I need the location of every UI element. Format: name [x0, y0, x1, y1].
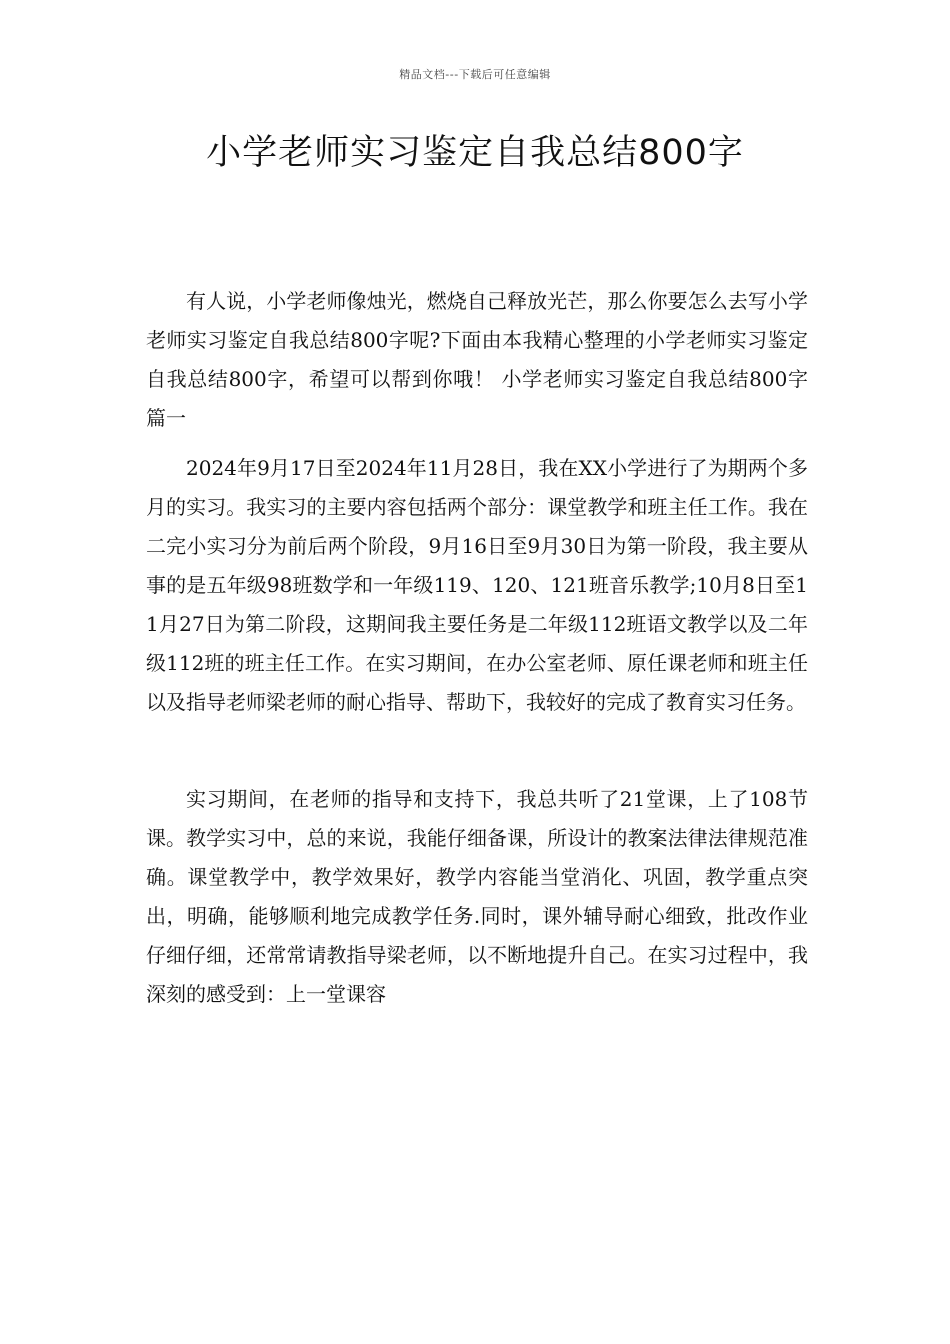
document-body [146, 282, 808, 1014]
paragraph-internship-overview: 2024年9月17日至2024年11月28日，我在XX小学进行了为期两个多月的实习。我实习的主要内容包括两个部分：课堂教学和班主任工作。我在二完小实习分为前后两个阶段，9月16日至9月30日为第一阶段，我主要从事的是五年级98班数学和一年级119、120、121班音乐教学;10月8日至11月27日为第二阶段，这期间我主要任务是二年级112班语文教学以及二年级112班的班主任工作。在实习期间，在办公室老师、原任课老师和班主任以及指导老师梁老师的耐心指导、帮助下，我较好的完成了教育实习任务。 [146, 456, 808, 714]
paragraph-intro: 有人说，小学老师像烛光，燃烧自己释放光芒，那么你要怎么去写小学老师实习鉴定自我总结800字呢?下面由本我精心整理的小学老师实习鉴定自我总结800字，希望可以帮到你哦！ 小学老师实习鉴定自我总结800字篇一 [146, 289, 808, 430]
header-note: 精品文档---下载后可任意编辑 [399, 68, 551, 81]
document-title: 小学老师实习鉴定自我总结800字 [206, 133, 744, 173]
paragraph-teaching-practice: 实习期间，在老师的指导和支持下，我总共听了21堂课，上了108节课。教学实习中，总的来说，我能仔细备课，所设计的教案法律法律规范准确。课堂教学中，教学效果好，教学内容能当堂消化、巩固，教学重点突出，明确，能够顺利地完成教学任务.同时，课外辅导耐心细致，批改作业仔细仔细，还常常请教指导梁老师，以不断地提升自己。在实习过程中，我深刻的感受到：上一堂课容 [146, 787, 808, 1006]
